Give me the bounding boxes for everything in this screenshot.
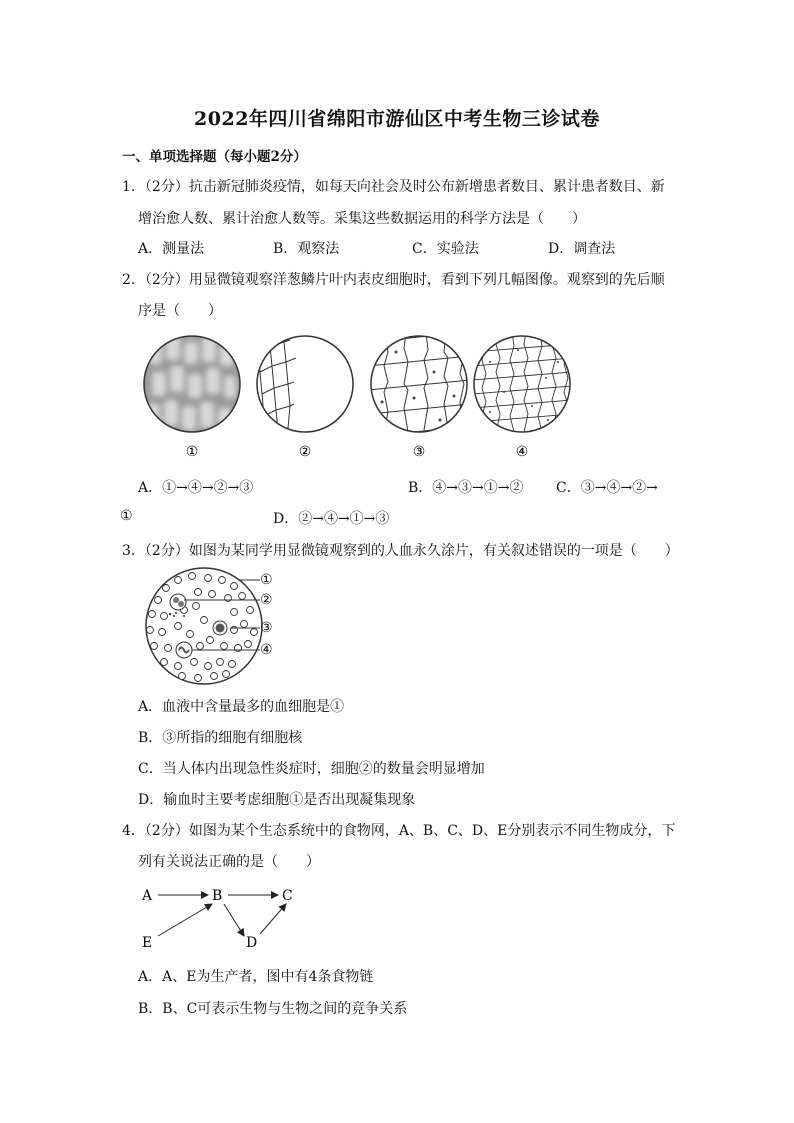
q2-figure-label-2: ②: [298, 444, 312, 460]
food-web-node-d: D: [246, 935, 258, 951]
q3-stem: 3．（2分）如图为某同学用显微镜观察到的人血永久涂片，有关叙述错误的一项是（ ）: [122, 543, 679, 559]
q4-stem-line1: 4．（2分）如图为某个生态系统中的食物网，A、B、C、D、E分别表示不同生物成分，下: [122, 823, 676, 839]
food-web-node-b: B: [212, 888, 223, 904]
q3-figure-label-2: ②: [260, 592, 273, 608]
food-web-node-a: A: [142, 888, 153, 904]
q1-stem-line1: 1．（2分）抗击新冠肺炎疫情，如每天向社会及时公布新增患者数目、累计患者数目、新: [122, 179, 665, 195]
q1-stem-line2: 增治愈人数、累计治愈人数等。采集这些数据运用的科学方法是（ ）: [138, 211, 586, 227]
q2-option-b[interactable]: B．④→③→①→②: [408, 480, 524, 496]
clear-large-cells-image: [368, 332, 470, 436]
food-web-node-e: E: [142, 935, 153, 951]
white-blood-cell-nucleated: [213, 621, 227, 635]
q4-stem-line2: 列有关说法正确的是（ ）: [138, 854, 320, 870]
q2-option-d[interactable]: D．②→④→①→③: [273, 511, 390, 527]
q3-figure-label-3: ③: [260, 620, 273, 636]
blurred-view-image: [144, 334, 240, 432]
q3-option-d[interactable]: D．输血时主要考虑细胞①是否出现凝集现象: [138, 792, 416, 808]
q3-figure-label-1: ①: [260, 572, 273, 588]
q3-option-a[interactable]: A．血液中含量最多的血细胞是①: [138, 699, 345, 715]
q4-option-b[interactable]: B．B、C可表示生物与生物之间的竞争关系: [138, 1001, 408, 1017]
q4-option-a[interactable]: A．A、E为生产者，图中有4条食物链: [138, 969, 374, 985]
q1-option-d[interactable]: D．调查法: [548, 241, 616, 257]
q2-figure-label-4: ④: [515, 444, 529, 460]
q2-option-c[interactable]: C．③→④→②→: [556, 480, 658, 496]
q2-option-c-continued: ①: [120, 508, 133, 524]
q2-figure-label-1: ①: [185, 444, 199, 460]
white-blood-cell-lobed: [176, 642, 192, 658]
q2-microscope-figure: [138, 332, 578, 464]
partial-view-image: [257, 336, 353, 432]
q1-option-a[interactable]: A．测量法: [138, 241, 205, 257]
clear-small-cells-image: [472, 332, 572, 436]
q1-option-b[interactable]: B．观察法: [273, 241, 340, 257]
q2-stem-line1: 2．（2分）用显微镜观察洋葱鳞片叶内表皮细胞时，看到下列几幅图像。观察到的先后顺: [122, 272, 665, 288]
q3-option-b[interactable]: B．③所指的细胞有细胞核: [138, 730, 303, 746]
section-heading: 一、单项选择题（每小题2分）: [122, 149, 307, 165]
q1-option-c[interactable]: C．实验法: [412, 241, 479, 257]
page-title: 2022年四川省绵阳市游仙区中考生物三诊试卷: [194, 108, 600, 130]
white-blood-cell: [170, 594, 186, 610]
q4-food-web-figure: [136, 878, 306, 954]
q3-option-c[interactable]: C．当人体内出现急性炎症时，细胞②的数量会明显增加: [138, 761, 485, 777]
q3-figure-label-4: ④: [260, 642, 273, 658]
q2-stem-line2: 序是（ ）: [138, 303, 222, 319]
q2-figure-label-3: ③: [412, 444, 426, 460]
food-web-node-c: C: [282, 888, 293, 904]
q2-option-a[interactable]: A．①→④→②→③: [138, 480, 254, 496]
